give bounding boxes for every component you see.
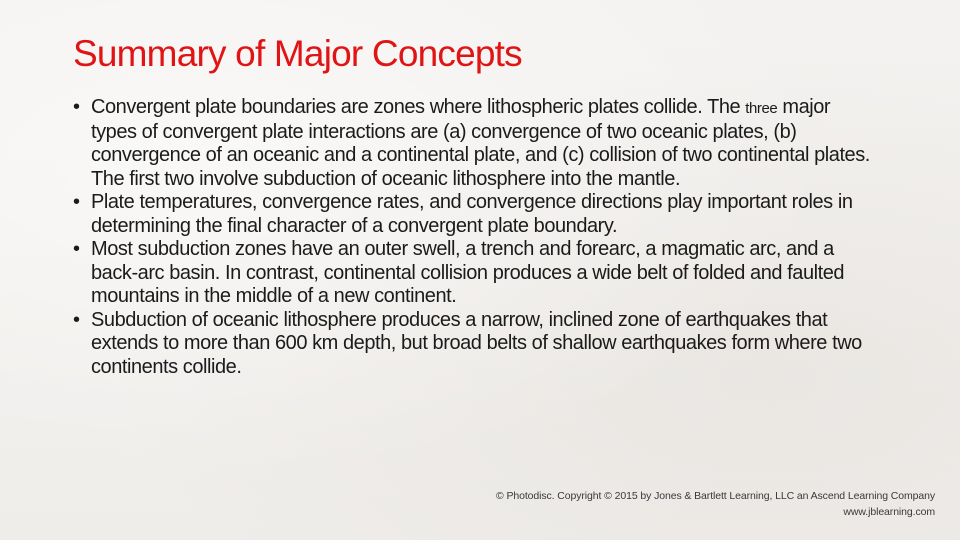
bullet-marker: •	[73, 96, 80, 118]
slide-title: Summary of Major Concepts	[73, 33, 522, 74]
bullet-item-convergent-boundaries	[73, 96, 873, 191]
bullet-text: Subduction of oceanic lithosphere produces a narrow, inclined zone of earthquakes that extends to more than 600 km depth, but broad belts of shallow earthquakes form where two continents collide.	[91, 308, 862, 378]
bullet-item-plate-temperatures	[73, 191, 873, 238]
bullet-list	[73, 96, 873, 379]
bullet-marker: •	[73, 308, 80, 331]
bullet-text-small-word: three	[745, 100, 778, 117]
bullet-text	[91, 96, 873, 191]
bullet-item-subduction-zones	[73, 238, 873, 309]
publisher-url: www.jblearning.com	[843, 506, 935, 518]
bullet-marker: •	[73, 191, 80, 213]
bullet-item-earthquakes	[73, 309, 873, 380]
bullet-marker: •	[73, 238, 80, 260]
bullet-text: Plate temperatures, convergence rates, and convergence directions play important roles in determining the final character of a convergent plate boundary.	[91, 191, 853, 237]
copyright-credit	[496, 488, 935, 520]
bullet-text-part: Convergent plate boundaries are zones where lithospheric plates collide. The	[91, 96, 741, 118]
copyright-line: © Photodisc. Copyright © 2015 by Jones & Bartlett Learning, LLC an Ascend Learning Company	[496, 490, 935, 502]
bullet-text: Most subduction zones have an outer swell, a trench and forearc, a magmatic arc, and a back-arc basin. In contrast, continental collision produces a wide belt of folded and faulted mountains in the middle of a new continent.	[91, 238, 845, 307]
bullet-text-part: major types of convergent plate interactions are (a) convergence of two oceanic plates, (b) convergence of an oceanic and a continental plate, and (c) collision of two continental plates. The first two involve subduction of oceanic lithosphere into the mantle.	[91, 96, 870, 190]
